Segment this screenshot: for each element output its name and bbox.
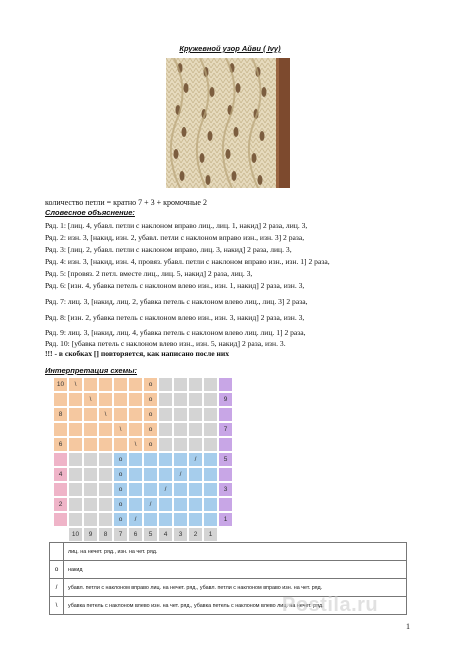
chart-cell	[68, 512, 83, 527]
row-label: 10	[53, 377, 68, 392]
chart-cell	[98, 437, 113, 452]
chart-cell	[98, 512, 113, 527]
instruction-row: Ряд. 6: [изн. 4, убавка петель с наклоном влево изн., изн. 1, накид] 2 раза, изн. 3,	[45, 281, 305, 290]
chart-cell: o	[143, 407, 158, 422]
row-label	[218, 437, 233, 452]
chart-cell	[128, 392, 143, 407]
row-label: 3	[218, 482, 233, 497]
chart-cell	[98, 482, 113, 497]
chart-cell	[188, 377, 203, 392]
chart-cell	[158, 377, 173, 392]
page-number: 1	[406, 622, 410, 631]
chart-cell	[128, 497, 143, 512]
chart-cell: o	[143, 377, 158, 392]
chart-cell	[83, 452, 98, 467]
legend-text: убавка петель с наклоном влево изн. на чет. ряд., убавка петель с наклоном влево лиц. на нечет. ряд.	[68, 602, 324, 609]
chart-cell	[98, 467, 113, 482]
chart-cell	[68, 497, 83, 512]
chart-cell	[68, 437, 83, 452]
chart-cell	[98, 392, 113, 407]
chart-cell	[113, 377, 128, 392]
watermark-logo: Postila.ru	[282, 594, 379, 616]
chart-cell	[83, 512, 98, 527]
chart-cell	[143, 482, 158, 497]
chart-cell	[188, 437, 203, 452]
page-title: Кружевной узор Айви ( Ivy)	[179, 44, 281, 53]
chart-cell	[128, 422, 143, 437]
row-label: 7	[218, 422, 233, 437]
chart-cell	[128, 467, 143, 482]
chart-cell: \	[113, 422, 128, 437]
column-label: 5	[143, 527, 158, 542]
chart-cell	[158, 407, 173, 422]
chart-cell	[98, 452, 113, 467]
chart-cell: /	[188, 452, 203, 467]
chart-cell: o	[113, 452, 128, 467]
chart-cell	[83, 407, 98, 422]
chart-cell: o	[113, 497, 128, 512]
chart-cell: \	[128, 437, 143, 452]
chart-cell	[173, 407, 188, 422]
legend-symbol: \	[50, 597, 64, 614]
chart-cell: \	[98, 407, 113, 422]
row-label: 8	[53, 407, 68, 422]
chart-cell	[98, 497, 113, 512]
chart-cell	[68, 392, 83, 407]
chart-cell	[158, 512, 173, 527]
chart-cell	[203, 497, 218, 512]
legend-text: накид	[68, 566, 83, 573]
chart-cell: o	[113, 512, 128, 527]
instruction-row: Ряд. 3: [лиц. 2, убавл. петли с наклоном вправо, лиц. 3, накид] 2 раза, лиц. 3,	[45, 245, 292, 254]
row-label: 4	[53, 467, 68, 482]
legend-row	[50, 543, 406, 560]
chart-cell	[173, 482, 188, 497]
instruction-row: Ряд. 7: лиц. 3, [накид, лиц. 2, убавка петель с наклоном влево лиц., лиц. 3] 2 раза,	[45, 297, 308, 306]
legend-text: убавл. петли с наклоном вправо лиц. на нечет. ряд., убавл. петли с наклоном вправо изн. на чет. ряд.	[68, 584, 323, 591]
row-label	[53, 392, 68, 407]
chart-cell	[158, 452, 173, 467]
chart-cell	[173, 377, 188, 392]
row-label	[218, 467, 233, 482]
chart-cell: /	[158, 482, 173, 497]
chart-cell	[188, 482, 203, 497]
chart-cell: /	[128, 512, 143, 527]
chart-cell: o	[143, 437, 158, 452]
chart-cell	[203, 422, 218, 437]
chart-cell	[68, 452, 83, 467]
chart-cell	[203, 512, 218, 527]
chart-cell	[203, 452, 218, 467]
chart-cell	[83, 437, 98, 452]
column-label: 10	[68, 527, 83, 542]
chart-cell	[128, 482, 143, 497]
chart-cell	[83, 497, 98, 512]
chart-cell	[158, 422, 173, 437]
chart-cell	[173, 437, 188, 452]
chart-cell	[143, 467, 158, 482]
chart-cell	[203, 437, 218, 452]
instruction-row: Ряд. 9: лиц. 3, [накид, лиц. 4, убавка петель с наклоном влево лиц. лиц. 1] 2 раза,	[45, 328, 306, 337]
row-label	[218, 407, 233, 422]
chart-cell: o	[113, 467, 128, 482]
row-label	[53, 422, 68, 437]
row-label	[53, 482, 68, 497]
instruction-row: Ряд. 1: [лиц. 4, убавл. петли с наклоном вправо лиц., лиц. 1, накид] 2 раза, лиц. 3,	[45, 221, 308, 230]
chart-cell	[128, 377, 143, 392]
legend-symbol: o	[50, 561, 64, 578]
chart-cell	[113, 437, 128, 452]
chart-cell: \	[83, 392, 98, 407]
chart-cell	[188, 422, 203, 437]
column-label: 7	[113, 527, 128, 542]
chart-cell: o	[143, 392, 158, 407]
repeat-note: !!! - в скобках [] повторяется, как написано после них	[45, 349, 230, 358]
chart-cell	[68, 422, 83, 437]
row-label: 5	[218, 452, 233, 467]
instruction-row: Ряд. 10: [убавка петель с наклоном влево изн., изн. 5, накид] 2 раза, изн. 3.	[45, 339, 286, 348]
instruction-row: Ряд. 4: изн. 3, [накид, изн. 4, провяз. убавл. петли с наклоном вправо изн., изн. 1] 2 раза,	[45, 257, 330, 266]
chart-cell	[98, 377, 113, 392]
chart-cell	[173, 512, 188, 527]
chart-cell	[173, 497, 188, 512]
chart-cell	[188, 392, 203, 407]
lace-pattern-image	[166, 58, 290, 188]
chart-cell	[188, 512, 203, 527]
chart-cell: /	[143, 497, 158, 512]
verbal-heading: Словесное объяснение:	[45, 208, 135, 217]
chart-cell	[68, 467, 83, 482]
chart-cell	[68, 407, 83, 422]
chart-cell: \	[68, 377, 83, 392]
row-label	[53, 512, 68, 527]
chart-cell	[83, 422, 98, 437]
column-label: 2	[188, 527, 203, 542]
chart-cell	[158, 392, 173, 407]
row-label	[53, 452, 68, 467]
chart-cell: o	[113, 482, 128, 497]
column-label: 6	[128, 527, 143, 542]
chart-cell	[203, 392, 218, 407]
legend-symbol	[50, 543, 64, 560]
chart-cell	[158, 437, 173, 452]
legend-text: лиц. на нечет. ряд., изн. на чет. ряд.	[68, 548, 158, 555]
row-label: 9	[218, 392, 233, 407]
row-label: 1	[218, 512, 233, 527]
stitch-count: количество петли = кратно 7 + 3 + кромочные 2	[45, 198, 207, 207]
chart-cell	[203, 377, 218, 392]
instruction-row: Ряд. 5: [провяз. 2 петл. вместе лиц., лиц. 5, накид] 2 раза, лиц. 3,	[45, 269, 253, 278]
chart-cell	[83, 482, 98, 497]
chart-cell	[203, 482, 218, 497]
chart-cell	[98, 422, 113, 437]
chart-cell: /	[173, 467, 188, 482]
instruction-row: Ряд. 2: изн. 3, [накид, изн. 2, убавл. петли с наклоном вправо изн., изн. 3] 2 раза,	[45, 233, 305, 242]
column-label: 8	[98, 527, 113, 542]
chart-cell	[83, 467, 98, 482]
chart-cell	[83, 377, 98, 392]
chart-cell	[143, 512, 158, 527]
chart-cell: o	[143, 422, 158, 437]
row-label	[218, 497, 233, 512]
chart-cell	[173, 452, 188, 467]
chart-cell	[113, 407, 128, 422]
chart-cell	[188, 467, 203, 482]
chart-cell	[158, 497, 173, 512]
chart-cell	[203, 407, 218, 422]
row-label: 2	[53, 497, 68, 512]
chart-cell	[128, 407, 143, 422]
chart-cell	[128, 452, 143, 467]
chart-cell	[113, 392, 128, 407]
row-label: 6	[53, 437, 68, 452]
chart-cell	[203, 467, 218, 482]
chart-cell	[158, 467, 173, 482]
chart-cell	[188, 407, 203, 422]
chart-cell	[143, 452, 158, 467]
knitting-sample-photo	[166, 58, 290, 188]
chart-cell	[173, 422, 188, 437]
column-label: 3	[173, 527, 188, 542]
column-label: 4	[158, 527, 173, 542]
chart-cell	[68, 482, 83, 497]
column-label: 1	[203, 527, 218, 542]
chart-cell	[173, 392, 188, 407]
instruction-row: Ряд. 8: [изн. 2, убавка петель с наклоном влево изн., изн. 3, накид] 2 раза, изн. 3,	[45, 313, 305, 322]
legend-row	[50, 560, 406, 578]
column-label: 9	[83, 527, 98, 542]
chart-heading: Интерпретация схемы:	[45, 366, 138, 375]
chart-cell	[188, 497, 203, 512]
row-label	[218, 377, 233, 392]
legend-symbol: /	[50, 579, 64, 596]
